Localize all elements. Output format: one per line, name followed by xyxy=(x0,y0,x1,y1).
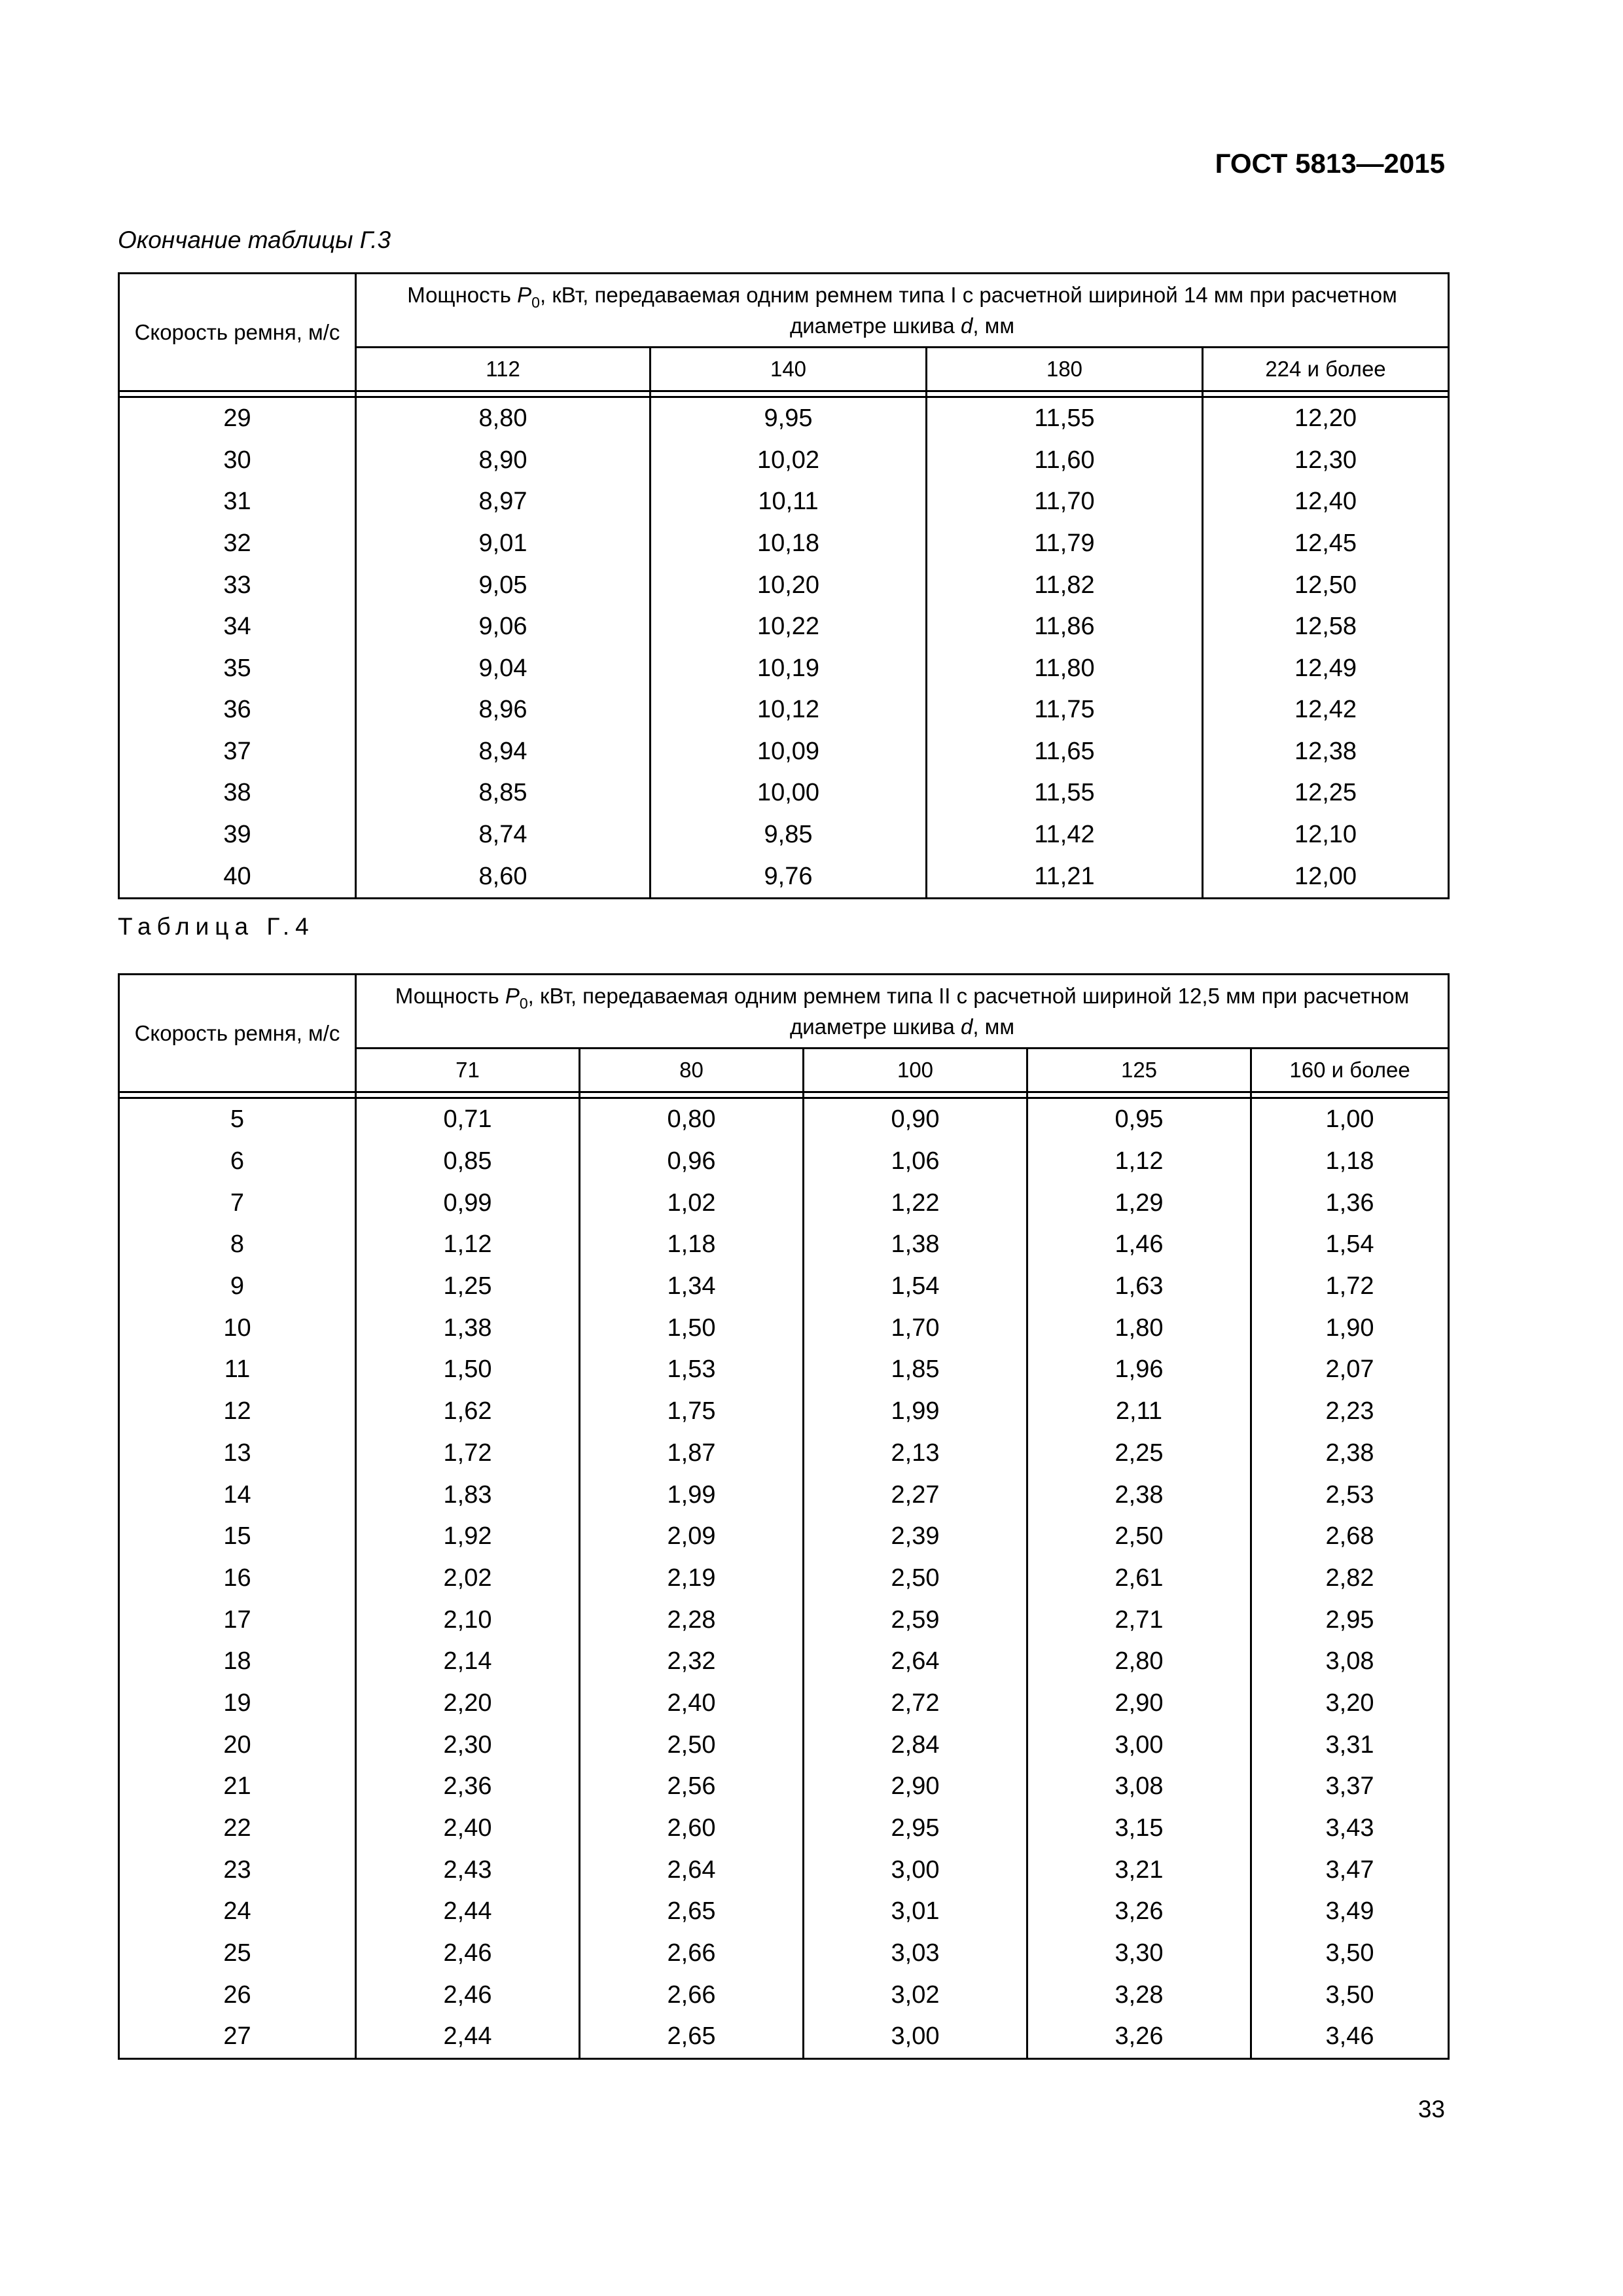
power-value-cell: 2,66 xyxy=(580,1933,804,1975)
power-value-cell: 3,47 xyxy=(1251,1849,1449,1891)
power-value-cell: 2,30 xyxy=(356,1724,580,1766)
power-value-cell: 3,00 xyxy=(1027,1724,1251,1766)
power-value-cell: 0,85 xyxy=(356,1141,580,1183)
power-value-cell: 2,40 xyxy=(580,1683,804,1725)
power-value-cell: 3,00 xyxy=(804,1849,1027,1891)
power-value-cell: 1,50 xyxy=(580,1307,804,1349)
power-value-cell: 3,26 xyxy=(1027,1891,1251,1933)
power-value-cell: 9,85 xyxy=(651,814,927,856)
power-value-cell: 0,96 xyxy=(580,1141,804,1183)
diameter-column-header: 71 xyxy=(356,1049,580,1092)
power-value-cell: 1,85 xyxy=(804,1349,1027,1391)
diameter-column-header: 180 xyxy=(927,348,1203,391)
power-value-cell: 1,72 xyxy=(1251,1266,1449,1308)
power-value-cell: 2,44 xyxy=(356,2016,580,2058)
power-value-cell: 1,50 xyxy=(356,1349,580,1391)
speed-cell: 27 xyxy=(119,2016,356,2058)
power-value-cell: 2,40 xyxy=(356,1808,580,1850)
power-value-cell: 8,96 xyxy=(356,689,651,731)
power-value-cell: 2,50 xyxy=(580,1724,804,1766)
power-value-cell: 2,10 xyxy=(356,1599,580,1641)
table-g3-caption: Окончание таблицы Г.3 xyxy=(118,226,391,253)
page-number: 33 xyxy=(1418,2096,1445,2123)
power-value-cell: 1,46 xyxy=(1027,1224,1251,1266)
power-value-cell: 1,12 xyxy=(1027,1141,1251,1183)
speed-cell: 26 xyxy=(119,1974,356,2016)
speed-cell: 11 xyxy=(119,1349,356,1391)
power-value-cell: 3,00 xyxy=(804,2016,1027,2058)
power-value-cell: 8,94 xyxy=(356,731,651,773)
power-value-cell: 1,36 xyxy=(1251,1182,1449,1224)
diameter-column-header: 224 и более xyxy=(1203,348,1449,391)
table-row xyxy=(119,606,1449,648)
diameter-column-header: 112 xyxy=(356,348,651,391)
power-value-cell: 1,99 xyxy=(580,1474,804,1516)
power-value-cell: 1,54 xyxy=(804,1266,1027,1308)
speed-cell: 10 xyxy=(119,1307,356,1349)
speed-cell: 15 xyxy=(119,1516,356,1558)
power-value-cell: 0,80 xyxy=(580,1098,804,1141)
power-value-cell: 2,11 xyxy=(1027,1391,1251,1433)
power-value-cell: 11,42 xyxy=(927,814,1203,856)
power-value-cell: 1,63 xyxy=(1027,1266,1251,1308)
power-value-cell: 3,30 xyxy=(1027,1933,1251,1975)
power-value-cell: 1,06 xyxy=(804,1141,1027,1183)
speed-cell: 29 xyxy=(119,397,356,440)
power-value-cell: 11,21 xyxy=(927,855,1203,898)
power-group-header: Мощность $P_0$, кВт, передаваемая одним ремнем типа II с расчетной шириной 12,5 мм при расчетном диаметре шкива d, мм xyxy=(356,975,1449,1049)
power-value-cell: 2,28 xyxy=(580,1599,804,1641)
power-value-cell: 9,06 xyxy=(356,606,651,648)
power-value-cell: 12,50 xyxy=(1203,564,1449,606)
table-row xyxy=(119,397,1449,440)
power-value-cell: 1,96 xyxy=(1027,1349,1251,1391)
table-row xyxy=(119,1974,1449,2016)
diameter-column-header: 80 xyxy=(580,1049,804,1092)
power-value-cell: 10,09 xyxy=(651,731,927,773)
power-value-cell: 2,25 xyxy=(1027,1433,1251,1475)
table-row xyxy=(119,564,1449,606)
power-value-cell: 3,15 xyxy=(1027,1808,1251,1850)
power-value-cell: 2,07 xyxy=(1251,1349,1449,1391)
power-value-cell: 12,40 xyxy=(1203,481,1449,523)
power-value-cell: 1,62 xyxy=(356,1391,580,1433)
power-value-cell: 2,02 xyxy=(356,1558,580,1600)
power-value-cell: 11,55 xyxy=(927,397,1203,440)
speed-cell: 24 xyxy=(119,1891,356,1933)
speed-cell: 9 xyxy=(119,1266,356,1308)
power-value-cell: 11,82 xyxy=(927,564,1203,606)
table-row xyxy=(119,772,1449,814)
power-value-cell: 1,02 xyxy=(580,1182,804,1224)
speed-cell: 18 xyxy=(119,1641,356,1683)
power-value-cell: 8,80 xyxy=(356,397,651,440)
power-value-cell: 2,65 xyxy=(580,2016,804,2058)
power-group-header: Мощность $P_0$, кВт, передаваемая одним ремнем типа I с расчетной шириной 14 мм при расчетном диаметре шкива d, мм xyxy=(356,274,1449,348)
table-row xyxy=(119,1516,1449,1558)
power-value-cell: 2,20 xyxy=(356,1683,580,1725)
table-row xyxy=(119,1307,1449,1349)
table-row xyxy=(119,1766,1449,1808)
power-value-cell: 0,90 xyxy=(804,1098,1027,1141)
power-value-cell: 2,32 xyxy=(580,1641,804,1683)
power-value-cell: 11,80 xyxy=(927,647,1203,689)
speed-cell: 38 xyxy=(119,772,356,814)
power-value-cell: 1,25 xyxy=(356,1266,580,1308)
power-value-cell: 1,87 xyxy=(580,1433,804,1475)
speed-cell: 21 xyxy=(119,1766,356,1808)
power-value-cell: 3,37 xyxy=(1251,1766,1449,1808)
power-value-cell: 11,70 xyxy=(927,481,1203,523)
power-value-cell: 12,25 xyxy=(1203,772,1449,814)
table-row xyxy=(119,1891,1449,1933)
table-row xyxy=(119,1558,1449,1600)
speed-cell: 17 xyxy=(119,1599,356,1641)
speed-cell: 20 xyxy=(119,1724,356,1766)
speed-column-header: Скорость ремня, м/с xyxy=(119,274,356,391)
speed-cell: 22 xyxy=(119,1808,356,1850)
power-value-cell: 2,39 xyxy=(804,1516,1027,1558)
power-value-cell: 2,60 xyxy=(580,1808,804,1850)
table-row xyxy=(119,1391,1449,1433)
speed-cell: 16 xyxy=(119,1558,356,1600)
table-row xyxy=(119,481,1449,523)
power-value-cell: 2,61 xyxy=(1027,1558,1251,1600)
power-value-cell: 12,49 xyxy=(1203,647,1449,689)
power-value-cell: 2,64 xyxy=(804,1641,1027,1683)
table-row xyxy=(119,1182,1449,1224)
power-value-cell: 3,21 xyxy=(1027,1849,1251,1891)
table-row xyxy=(119,1098,1449,1141)
power-value-cell: 10,18 xyxy=(651,523,927,565)
power-value-cell: 1,22 xyxy=(804,1182,1027,1224)
power-value-cell: 1,34 xyxy=(580,1266,804,1308)
power-value-cell: 2,19 xyxy=(580,1558,804,1600)
power-value-cell: 1,38 xyxy=(804,1224,1027,1266)
power-value-cell: 11,86 xyxy=(927,606,1203,648)
power-value-cell: 11,60 xyxy=(927,440,1203,482)
power-value-cell: 3,08 xyxy=(1251,1641,1449,1683)
power-value-cell: 2,68 xyxy=(1251,1516,1449,1558)
power-value-cell: 10,02 xyxy=(651,440,927,482)
power-value-cell: 1,72 xyxy=(356,1433,580,1475)
table-row xyxy=(119,1683,1449,1725)
speed-cell: 31 xyxy=(119,481,356,523)
power-value-cell: 12,45 xyxy=(1203,523,1449,565)
power-value-cell: 1,38 xyxy=(356,1307,580,1349)
table-row xyxy=(119,523,1449,565)
power-value-cell: 2,95 xyxy=(1251,1599,1449,1641)
table-g3 xyxy=(118,272,1450,899)
power-value-cell: 2,84 xyxy=(804,1724,1027,1766)
power-value-cell: 3,43 xyxy=(1251,1808,1449,1850)
power-value-cell: 2,36 xyxy=(356,1766,580,1808)
table-row xyxy=(119,1433,1449,1475)
speed-cell: 40 xyxy=(119,855,356,898)
table-row xyxy=(119,689,1449,731)
power-value-cell: 2,23 xyxy=(1251,1391,1449,1433)
table-g3-body xyxy=(119,397,1449,899)
speed-cell: 12 xyxy=(119,1391,356,1433)
speed-cell: 23 xyxy=(119,1849,356,1891)
table-row xyxy=(119,855,1449,898)
power-value-cell: 11,55 xyxy=(927,772,1203,814)
table-row xyxy=(119,1474,1449,1516)
power-value-cell: 2,71 xyxy=(1027,1599,1251,1641)
power-value-cell: 12,30 xyxy=(1203,440,1449,482)
power-value-cell: 3,46 xyxy=(1251,2016,1449,2058)
power-value-cell: 3,50 xyxy=(1251,1974,1449,2016)
power-value-cell: 2,43 xyxy=(356,1849,580,1891)
power-value-cell: 8,97 xyxy=(356,481,651,523)
speed-cell: 14 xyxy=(119,1474,356,1516)
speed-cell: 19 xyxy=(119,1683,356,1725)
power-value-cell: 3,20 xyxy=(1251,1683,1449,1725)
power-value-cell: 0,99 xyxy=(356,1182,580,1224)
speed-cell: 33 xyxy=(119,564,356,606)
diameter-column-header: 100 xyxy=(804,1049,1027,1092)
speed-cell: 32 xyxy=(119,523,356,565)
power-value-cell: 3,01 xyxy=(804,1891,1027,1933)
power-value-cell: 9,95 xyxy=(651,397,927,440)
table-g4-caption: Таблица Г.4 xyxy=(118,913,315,940)
speed-cell: 8 xyxy=(119,1224,356,1266)
power-value-cell: 2,66 xyxy=(580,1974,804,2016)
power-value-cell: 0,71 xyxy=(356,1098,580,1141)
power-value-cell: 2,44 xyxy=(356,1891,580,1933)
speed-cell: 5 xyxy=(119,1098,356,1141)
power-value-cell: 2,14 xyxy=(356,1641,580,1683)
table-row xyxy=(119,2016,1449,2058)
power-value-cell: 3,28 xyxy=(1027,1974,1251,2016)
table-row xyxy=(119,1224,1449,1266)
table-row xyxy=(119,1849,1449,1891)
power-value-cell: 12,10 xyxy=(1203,814,1449,856)
table-row xyxy=(119,1599,1449,1641)
table-row xyxy=(119,731,1449,773)
power-value-cell: 1,75 xyxy=(580,1391,804,1433)
power-value-cell: 2,95 xyxy=(804,1808,1027,1850)
power-value-cell: 2,90 xyxy=(1027,1683,1251,1725)
power-value-cell: 12,58 xyxy=(1203,606,1449,648)
table-row xyxy=(119,647,1449,689)
power-value-cell: 0,95 xyxy=(1027,1098,1251,1141)
speed-cell: 6 xyxy=(119,1141,356,1183)
diameter-column-header: 140 xyxy=(651,348,927,391)
power-value-cell: 11,75 xyxy=(927,689,1203,731)
power-value-cell: 1,54 xyxy=(1251,1224,1449,1266)
power-value-cell: 2,38 xyxy=(1251,1433,1449,1475)
power-value-cell: 2,65 xyxy=(580,1891,804,1933)
speed-column-header: Скорость ремня, м/с xyxy=(119,975,356,1092)
power-value-cell: 2,46 xyxy=(356,1933,580,1975)
power-value-cell: 1,00 xyxy=(1251,1098,1449,1141)
table-g4 xyxy=(118,973,1450,2060)
power-value-cell: 2,90 xyxy=(804,1766,1027,1808)
power-value-cell: 3,08 xyxy=(1027,1766,1251,1808)
table-row xyxy=(119,1933,1449,1975)
power-value-cell: 12,20 xyxy=(1203,397,1449,440)
table-row xyxy=(119,814,1449,856)
power-value-cell: 2,59 xyxy=(804,1599,1027,1641)
power-value-cell: 3,02 xyxy=(804,1974,1027,2016)
table-row xyxy=(119,1724,1449,1766)
power-value-cell: 1,12 xyxy=(356,1224,580,1266)
speed-cell: 39 xyxy=(119,814,356,856)
speed-cell: 37 xyxy=(119,731,356,773)
table-row xyxy=(119,440,1449,482)
speed-cell: 36 xyxy=(119,689,356,731)
power-value-cell: 8,90 xyxy=(356,440,651,482)
power-value-cell: 1,70 xyxy=(804,1307,1027,1349)
speed-cell: 34 xyxy=(119,606,356,648)
power-value-cell: 2,53 xyxy=(1251,1474,1449,1516)
power-value-cell: 9,04 xyxy=(356,647,651,689)
diameter-column-header: 125 xyxy=(1027,1049,1251,1092)
table-g4-body xyxy=(119,1098,1449,2059)
power-value-cell: 2,82 xyxy=(1251,1558,1449,1600)
power-value-cell: 1,53 xyxy=(580,1349,804,1391)
power-value-cell: 11,65 xyxy=(927,731,1203,773)
power-value-cell: 2,64 xyxy=(580,1849,804,1891)
power-value-cell: 1,18 xyxy=(1251,1141,1449,1183)
power-value-cell: 10,11 xyxy=(651,481,927,523)
power-value-cell: 9,01 xyxy=(356,523,651,565)
speed-cell: 7 xyxy=(119,1182,356,1224)
power-value-cell: 10,22 xyxy=(651,606,927,648)
power-value-cell: 2,50 xyxy=(1027,1516,1251,1558)
power-value-cell: 8,60 xyxy=(356,855,651,898)
power-value-cell: 12,00 xyxy=(1203,855,1449,898)
power-value-cell: 2,50 xyxy=(804,1558,1027,1600)
power-value-cell: 2,09 xyxy=(580,1516,804,1558)
power-value-cell: 2,72 xyxy=(804,1683,1027,1725)
power-value-cell: 2,38 xyxy=(1027,1474,1251,1516)
power-value-cell: 10,12 xyxy=(651,689,927,731)
table-row xyxy=(119,1641,1449,1683)
speed-cell: 25 xyxy=(119,1933,356,1975)
power-value-cell: 1,99 xyxy=(804,1391,1027,1433)
power-value-cell: 1,90 xyxy=(1251,1307,1449,1349)
power-value-cell: 11,79 xyxy=(927,523,1203,565)
power-value-cell: 2,27 xyxy=(804,1474,1027,1516)
power-value-cell: 10,19 xyxy=(651,647,927,689)
power-value-cell: 3,31 xyxy=(1251,1724,1449,1766)
power-value-cell: 9,76 xyxy=(651,855,927,898)
power-value-cell: 2,13 xyxy=(804,1433,1027,1475)
power-value-cell: 2,80 xyxy=(1027,1641,1251,1683)
power-value-cell: 9,05 xyxy=(356,564,651,606)
speed-cell: 13 xyxy=(119,1433,356,1475)
table-row xyxy=(119,1141,1449,1183)
power-value-cell: 2,56 xyxy=(580,1766,804,1808)
power-value-cell: 1,80 xyxy=(1027,1307,1251,1349)
power-value-cell: 3,03 xyxy=(804,1933,1027,1975)
power-value-cell: 3,49 xyxy=(1251,1891,1449,1933)
power-value-cell: 8,85 xyxy=(356,772,651,814)
table-row xyxy=(119,1266,1449,1308)
power-value-cell: 1,18 xyxy=(580,1224,804,1266)
power-value-cell: 3,26 xyxy=(1027,2016,1251,2058)
power-value-cell: 1,29 xyxy=(1027,1182,1251,1224)
diameter-column-header: 160 и более xyxy=(1251,1049,1449,1092)
power-value-cell: 8,74 xyxy=(356,814,651,856)
power-value-cell: 12,38 xyxy=(1203,731,1449,773)
power-value-cell: 10,20 xyxy=(651,564,927,606)
speed-cell: 35 xyxy=(119,647,356,689)
table-row xyxy=(119,1349,1449,1391)
power-value-cell: 2,46 xyxy=(356,1974,580,2016)
power-value-cell: 3,50 xyxy=(1251,1933,1449,1975)
power-value-cell: 1,92 xyxy=(356,1516,580,1558)
document-code: ГОСТ 5813—2015 xyxy=(1215,148,1445,179)
power-value-cell: 10,00 xyxy=(651,772,927,814)
speed-cell: 30 xyxy=(119,440,356,482)
power-value-cell: 12,42 xyxy=(1203,689,1449,731)
power-value-cell: 1,83 xyxy=(356,1474,580,1516)
table-row xyxy=(119,1808,1449,1850)
